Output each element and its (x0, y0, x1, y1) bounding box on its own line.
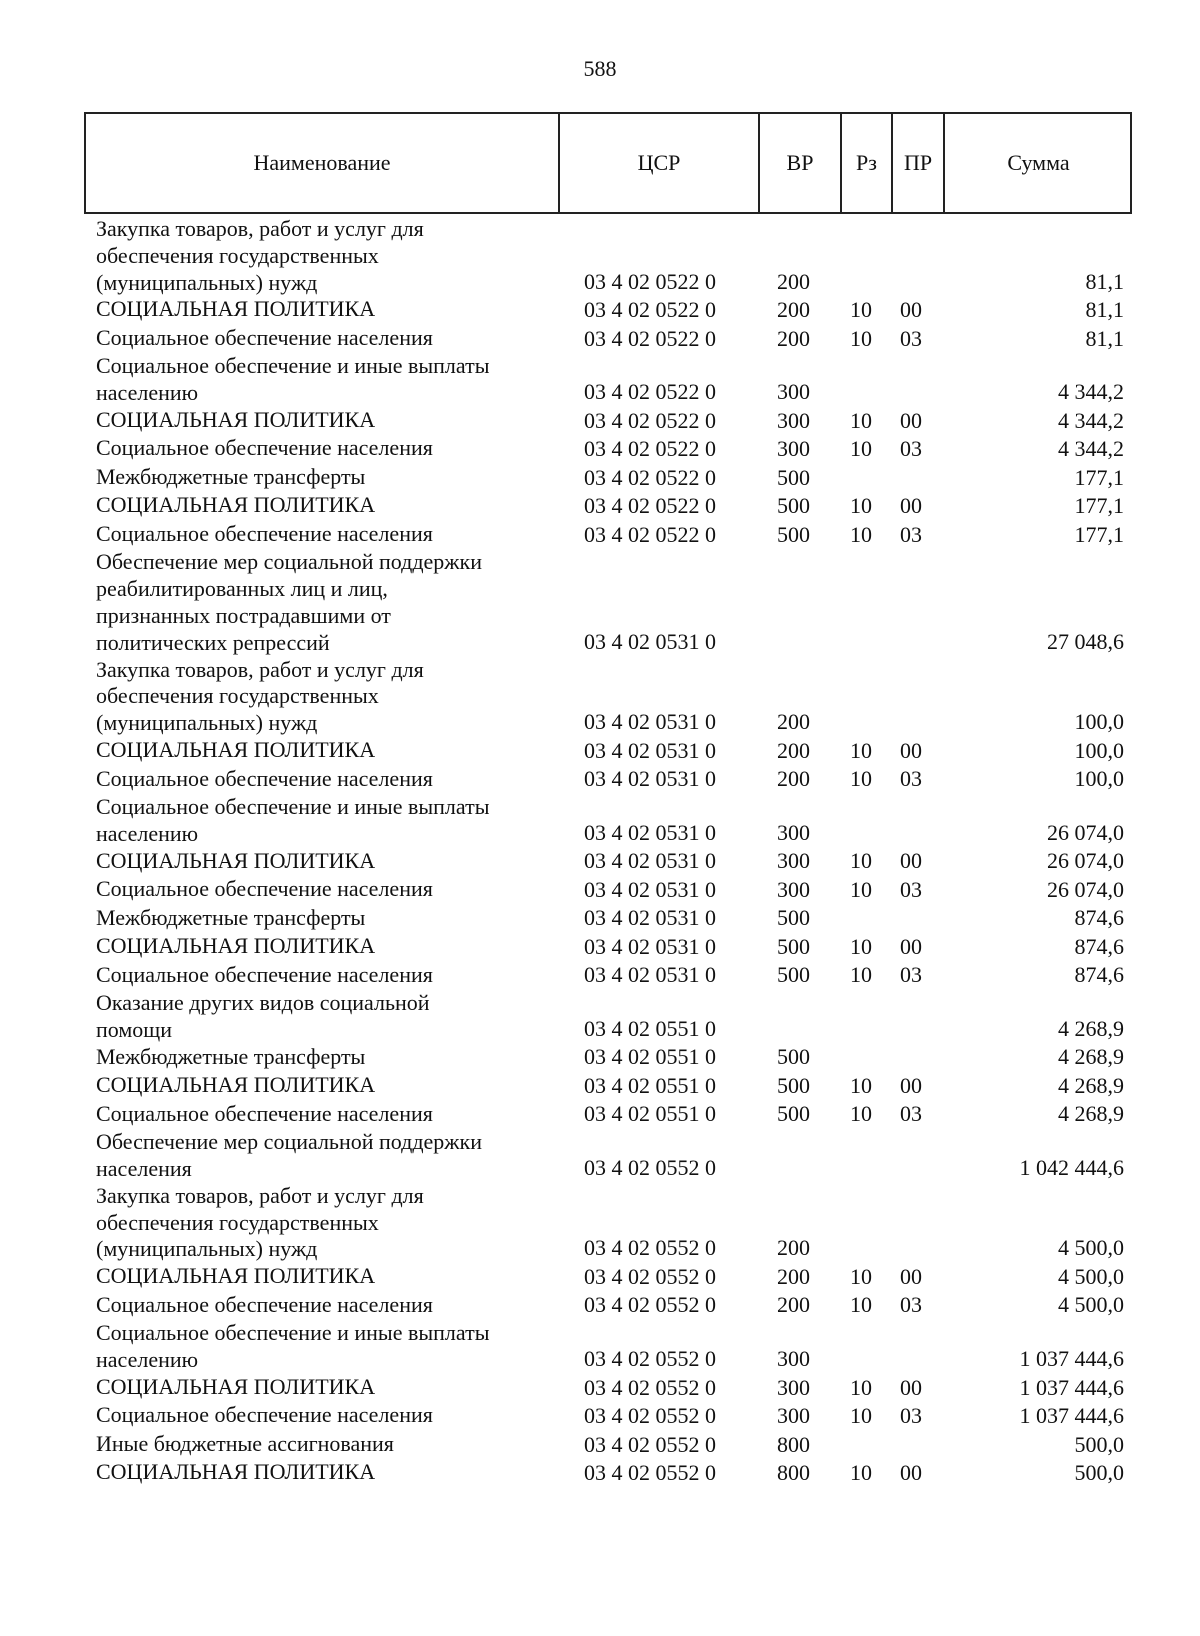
row-name: Социальное обеспечение населения (96, 1291, 433, 1317)
row-name: Закупка товаров, работ и услуг для обеспечения государственных (муниципальных) нужд (96, 1182, 424, 1262)
row-sum: 177,1 (1074, 521, 1124, 547)
row-rz: 10 (850, 848, 872, 874)
row-name: Оказание других видов социальной помощи (96, 990, 430, 1042)
row-csr: 03 4 02 0522 0 (584, 493, 716, 519)
table-row (0, 1374, 1200, 1403)
row-rz: 10 (850, 521, 872, 547)
row-pr: 03 (900, 1292, 922, 1318)
row-vr: 300 (777, 407, 810, 433)
row-rz: 10 (850, 766, 872, 792)
row-csr: 03 4 02 0522 0 (584, 325, 716, 351)
header-name: Наименование (253, 150, 391, 175)
table-row (0, 1129, 1200, 1183)
row-pr: 03 (900, 766, 922, 792)
table-row (0, 933, 1200, 962)
row-name: СОЦИАЛЬНАЯ ПОЛИТИКА (96, 492, 376, 518)
row-name: Иные бюджетные ассигнования (96, 1430, 394, 1456)
row-sum: 874,6 (1074, 962, 1124, 988)
row-vr: 200 (777, 766, 810, 792)
row-sum: 874,6 (1074, 933, 1124, 959)
row-sum: 500,0 (1074, 1460, 1124, 1486)
row-vr: 300 (777, 819, 810, 845)
row-sum: 874,6 (1074, 905, 1124, 931)
table-row (0, 549, 1200, 656)
row-vr: 200 (777, 709, 810, 735)
row-vr: 200 (777, 325, 810, 351)
row-rz: 10 (850, 407, 872, 433)
row-vr: 500 (777, 962, 810, 988)
row-name: Социальное обеспечение населения (96, 1100, 433, 1126)
row-csr: 03 4 02 0531 0 (584, 737, 716, 763)
table-row (0, 216, 1200, 296)
row-pr: 03 (900, 436, 922, 462)
row-sum: 1 042 444,6 (1019, 1155, 1124, 1181)
row-name: Социальное обеспечение и иные выплаты населению (96, 794, 490, 846)
table-row (0, 1292, 1200, 1321)
row-name: Межбюджетные трансферты (96, 1043, 366, 1069)
table-row (0, 1101, 1200, 1130)
table-row (0, 521, 1200, 550)
row-sum: 100,0 (1074, 709, 1124, 735)
row-sum: 4 268,9 (1058, 1101, 1124, 1127)
row-rz: 10 (850, 1101, 872, 1127)
table-row (0, 657, 1200, 737)
table-row (0, 492, 1200, 521)
row-sum: 4 344,2 (1058, 407, 1124, 433)
row-csr: 03 4 02 0522 0 (584, 407, 716, 433)
row-rz: 10 (850, 1460, 872, 1486)
row-pr: 00 (900, 737, 922, 763)
row-rz: 10 (850, 1292, 872, 1318)
row-name: Социальное обеспечение населения (96, 961, 433, 987)
row-vr: 800 (777, 1460, 810, 1486)
row-csr: 03 4 02 0531 0 (584, 628, 716, 654)
table-row (0, 1459, 1200, 1488)
row-vr: 500 (777, 493, 810, 519)
header-vr: ВР (758, 114, 840, 212)
row-vr: 500 (777, 933, 810, 959)
row-rz: 10 (850, 1403, 872, 1429)
row-rz: 10 (850, 933, 872, 959)
row-vr: 500 (777, 1101, 810, 1127)
row-name: СОЦИАЛЬНАЯ ПОЛИТИКА (96, 406, 376, 432)
table-row (0, 1263, 1200, 1292)
row-sum: 4 500,0 (1058, 1235, 1124, 1261)
row-rz: 10 (850, 1374, 872, 1400)
row-csr: 03 4 02 0531 0 (584, 709, 716, 735)
row-sum: 27 048,6 (1047, 628, 1124, 654)
table-row (0, 1183, 1200, 1263)
row-name: СОЦИАЛЬНАЯ ПОЛИТИКА (96, 296, 376, 322)
row-name: Межбюджетные трансферты (96, 904, 366, 930)
row-pr: 00 (900, 407, 922, 433)
row-csr: 03 4 02 0531 0 (584, 962, 716, 988)
row-vr: 200 (777, 1263, 810, 1289)
row-csr: 03 4 02 0552 0 (584, 1263, 716, 1289)
row-csr: 03 4 02 0552 0 (584, 1292, 716, 1318)
row-rz: 10 (850, 325, 872, 351)
row-vr: 300 (777, 1346, 810, 1372)
row-sum: 4 268,9 (1058, 1044, 1124, 1070)
row-name: СОЦИАЛЬНАЯ ПОЛИТИКА (96, 1373, 376, 1399)
row-name: Закупка товаров, работ и услуг для обеспечения государственных (муниципальных) нужд (96, 216, 424, 295)
row-name: СОЦИАЛЬНАЯ ПОЛИТИКА (96, 847, 376, 873)
row-vr: 200 (777, 1292, 810, 1318)
row-csr: 03 4 02 0552 0 (584, 1460, 716, 1486)
row-csr: 03 4 02 0522 0 (584, 297, 716, 323)
header-csr: ЦСР (558, 114, 758, 212)
row-sum: 81,1 (1085, 325, 1124, 351)
row-sum: 4 268,9 (1058, 1072, 1124, 1098)
table-row (0, 990, 1200, 1044)
row-pr: 00 (900, 1460, 922, 1486)
row-name: Социальное обеспечение населения (96, 1402, 433, 1428)
row-vr: 200 (777, 297, 810, 323)
row-csr: 03 4 02 0551 0 (584, 1015, 716, 1041)
row-pr: 03 (900, 521, 922, 547)
table-row (0, 962, 1200, 991)
row-vr: 300 (777, 848, 810, 874)
row-vr: 300 (777, 379, 810, 405)
row-vr: 800 (777, 1431, 810, 1457)
row-sum: 4 344,2 (1058, 436, 1124, 462)
row-pr: 00 (900, 1374, 922, 1400)
row-name: Межбюджетные трансферты (96, 463, 366, 489)
row-csr: 03 4 02 0531 0 (584, 876, 716, 902)
row-csr: 03 4 02 0522 0 (584, 268, 716, 294)
row-rz: 10 (850, 297, 872, 323)
row-name: Социальное обеспечение населения (96, 520, 433, 546)
row-vr: 500 (777, 1044, 810, 1070)
row-csr: 03 4 02 0552 0 (584, 1374, 716, 1400)
row-csr: 03 4 02 0551 0 (584, 1072, 716, 1098)
row-name: Социальное обеспечение и иные выплаты населению (96, 353, 490, 406)
row-pr: 00 (900, 933, 922, 959)
row-rz: 10 (850, 493, 872, 519)
row-rz: 10 (850, 1263, 872, 1289)
table-row (0, 1072, 1200, 1101)
table-row (0, 1402, 1200, 1431)
row-csr: 03 4 02 0531 0 (584, 905, 716, 931)
row-csr: 03 4 02 0551 0 (584, 1044, 716, 1070)
header-rz: Рз (840, 114, 891, 212)
row-pr: 03 (900, 325, 922, 351)
row-vr: 500 (777, 464, 810, 490)
row-sum: 500,0 (1074, 1431, 1124, 1457)
row-csr: 03 4 02 0552 0 (584, 1403, 716, 1429)
row-vr: 500 (777, 1072, 810, 1098)
row-name: Обеспечение мер социальной поддержки реабилитированных лиц и лиц, признанных пострадавшими от политических репрессий (96, 549, 482, 655)
row-sum: 1 037 444,6 (1019, 1403, 1124, 1429)
row-sum: 26 074,0 (1047, 848, 1124, 874)
row-pr: 00 (900, 493, 922, 519)
row-csr: 03 4 02 0552 0 (584, 1346, 716, 1372)
table-row (0, 876, 1200, 905)
row-name: СОЦИАЛЬНАЯ ПОЛИТИКА (96, 737, 376, 763)
row-sum: 26 074,0 (1047, 819, 1124, 845)
row-csr: 03 4 02 0522 0 (584, 379, 716, 405)
row-vr: 500 (777, 521, 810, 547)
row-vr: 500 (777, 905, 810, 931)
row-vr: 200 (777, 1235, 810, 1261)
table-row (0, 325, 1200, 354)
row-vr: 200 (777, 268, 810, 294)
table-row (0, 766, 1200, 795)
row-name: СОЦИАЛЬНАЯ ПОЛИТИКА (96, 1263, 376, 1289)
row-sum: 81,1 (1085, 297, 1124, 323)
row-pr: 03 (900, 876, 922, 902)
row-pr: 00 (900, 1263, 922, 1289)
row-name: Закупка товаров, работ и услуг для обеспечения государственных (муниципальных) нужд (96, 656, 424, 736)
row-name: СОЦИАЛЬНАЯ ПОЛИТИКА (96, 1459, 376, 1485)
table-row (0, 353, 1200, 407)
row-pr: 00 (900, 1072, 922, 1098)
row-pr: 03 (900, 962, 922, 988)
row-sum: 177,1 (1074, 464, 1124, 490)
row-sum: 1 037 444,6 (1019, 1346, 1124, 1372)
row-sum: 4 344,2 (1058, 379, 1124, 405)
table-row (0, 464, 1200, 493)
row-vr: 300 (777, 1374, 810, 1400)
row-vr: 200 (777, 737, 810, 763)
row-csr: 03 4 02 0531 0 (584, 933, 716, 959)
table-row (0, 737, 1200, 766)
row-pr: 00 (900, 848, 922, 874)
row-rz: 10 (850, 737, 872, 763)
row-sum: 100,0 (1074, 766, 1124, 792)
row-name: Социальное обеспечение населения (96, 324, 433, 350)
row-rz: 10 (850, 1072, 872, 1098)
row-name: Социальное обеспечение населения (96, 765, 433, 791)
row-csr: 03 4 02 0531 0 (584, 766, 716, 792)
row-csr: 03 4 02 0522 0 (584, 436, 716, 462)
page-number: 588 (583, 56, 617, 81)
table-row (0, 1431, 1200, 1460)
row-name: Социальное обеспечение населения (96, 435, 433, 461)
row-sum: 4 500,0 (1058, 1292, 1124, 1318)
table-body (0, 216, 1200, 1488)
table-row (0, 407, 1200, 436)
row-pr: 03 (900, 1101, 922, 1127)
header-pr: ПР (891, 114, 943, 212)
table-row (0, 848, 1200, 877)
row-sum: 4 268,9 (1058, 1015, 1124, 1041)
row-name: СОЦИАЛЬНАЯ ПОЛИТИКА (96, 933, 376, 959)
row-csr: 03 4 02 0552 0 (584, 1431, 716, 1457)
row-name: Социальное обеспечение и иные выплаты населению (96, 1320, 490, 1373)
row-sum: 177,1 (1074, 493, 1124, 519)
row-rz: 10 (850, 962, 872, 988)
row-csr: 03 4 02 0522 0 (584, 521, 716, 547)
row-csr: 03 4 02 0531 0 (584, 819, 716, 845)
table-header (84, 112, 1132, 214)
row-sum: 4 500,0 (1058, 1263, 1124, 1289)
row-name: Социальное обеспечение населения (96, 876, 433, 902)
row-rz: 10 (850, 436, 872, 462)
row-sum: 81,1 (1085, 268, 1124, 294)
table-row (0, 1044, 1200, 1073)
row-rz: 10 (850, 876, 872, 902)
row-sum: 1 037 444,6 (1019, 1374, 1124, 1400)
row-csr: 03 4 02 0531 0 (584, 848, 716, 874)
row-pr: 03 (900, 1403, 922, 1429)
row-pr: 00 (900, 297, 922, 323)
header-sum: Сумма (943, 114, 1132, 212)
table-row (0, 435, 1200, 464)
table-row (0, 1320, 1200, 1374)
row-vr: 300 (777, 436, 810, 462)
table-row (0, 905, 1200, 934)
row-vr: 300 (777, 876, 810, 902)
row-name: СОЦИАЛЬНАЯ ПОЛИТИКА (96, 1072, 376, 1098)
table-row (0, 296, 1200, 325)
row-csr: 03 4 02 0522 0 (584, 464, 716, 490)
row-name: Обеспечение мер социальной поддержки населения (96, 1129, 482, 1182)
row-csr: 03 4 02 0551 0 (584, 1101, 716, 1127)
row-csr: 03 4 02 0552 0 (584, 1235, 716, 1261)
row-vr: 300 (777, 1403, 810, 1429)
row-sum: 100,0 (1074, 737, 1124, 763)
row-sum: 26 074,0 (1047, 876, 1124, 902)
row-csr: 03 4 02 0552 0 (584, 1155, 716, 1181)
table-row (0, 794, 1200, 848)
